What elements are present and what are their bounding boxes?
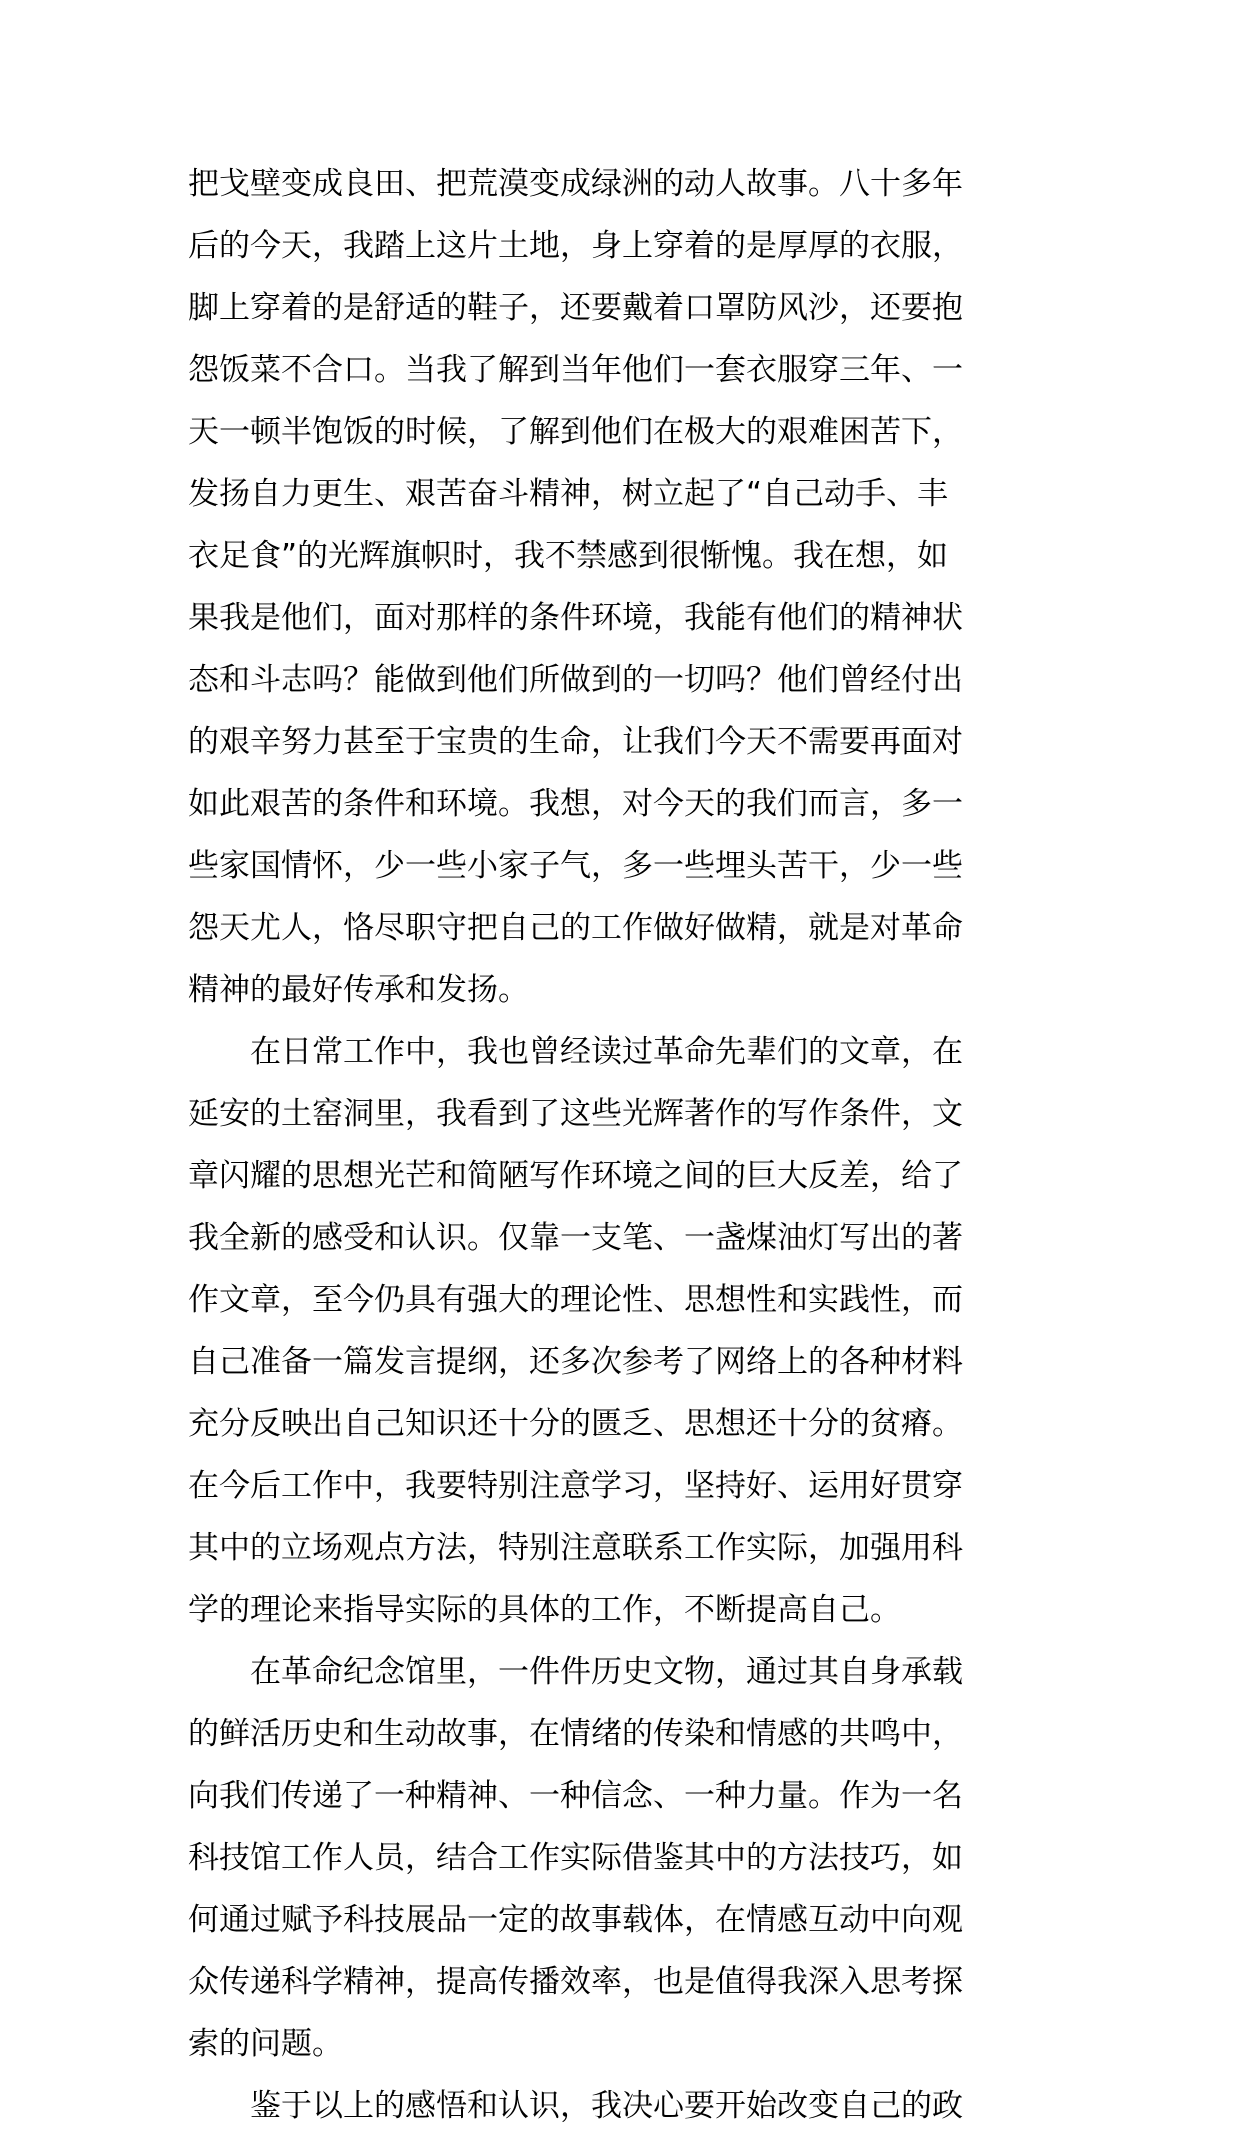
text-line: 的鲜活历史和生动故事，在情绪的传染和情感的共鸣中， [188,1716,963,1752]
text-line: 如此艰苦的条件和环境。我想，对今天的我们而言，多一 [188,786,963,822]
text-line: 天一顿半饱饭的时候，了解到他们在极大的艰难困苦下， [188,414,963,450]
text-line: 自己准备一篇发言提纲，还多次参考了网络上的各种材料 [188,1344,963,1380]
text-line: 发扬自力更生、艰苦奋斗精神，树立起了“自己动手、丰 [188,476,949,512]
text-line: 在革命纪念馆里，一件件历史文物，通过其自身承载 [250,1654,963,1690]
text-line: 把戈壁变成良田、把荒漠变成绿洲的动人故事。八十多年 [188,166,963,202]
text-line: 在今后工作中，我要特别注意学习，坚持好、运用好贯穿 [188,1468,963,1504]
text-line: 在日常工作中，我也曾经读过革命先辈们的文章，在 [250,1034,963,1070]
text-line: 怨天尤人，恪尽职守把自己的工作做好做精，就是对革命 [188,910,963,946]
text-line: 章闪耀的思想光芒和简陋写作环境之间的巨大反差，给了 [188,1158,963,1194]
paragraph-1 [188,153,1050,1021]
paragraph-2 [188,1021,1050,1641]
text-line: 延安的土窑洞里，我看到了这些光辉著作的写作条件，文 [188,1096,963,1132]
text-line: 向我们传递了一种精神、一种信念、一种力量。作为一名 [188,1778,963,1814]
text-line: 些家国情怀，少一些小家子气，多一些埋头苦干，少一些 [188,848,963,884]
text-line: 充分反映出自己知识还十分的匮乏、思想还十分的贫瘠。 [188,1406,963,1442]
paragraph-3 [188,1641,1050,2075]
text-line: 态和斗志吗？能做到他们所做到的一切吗？他们曾经付出 [188,662,963,698]
text-line: 众传递科学精神，提高传播效率，也是值得我深入思考探 [188,1964,963,2000]
text-line: 果我是他们，面对那样的条件环境，我能有他们的精神状 [188,600,963,636]
text-line: 精神的最好传承和发扬。 [188,972,529,1008]
text-line: 后的今天，我踏上这片土地，身上穿着的是厚厚的衣服， [188,228,963,264]
text-line: 何通过赋予科技展品一定的故事载体，在情感互动中向观 [188,1902,963,1938]
text-line: 鉴于以上的感悟和认识，我决心要开始改变自己的政 [250,2088,963,2124]
text-line: 我全新的感受和认识。仅靠一支笔、一盏煤油灯写出的著 [188,1220,963,1256]
text-line: 学的理论来指导实际的具体的工作，不断提高自己。 [188,1592,901,1628]
text-line: 脚上穿着的是舒适的鞋子，还要戴着口罩防风沙，还要抱 [188,290,963,326]
text-line: 的艰辛努力甚至于宝贵的生命，让我们今天不需要再面对 [188,724,963,760]
text-line: 衣足食”的光辉旗帜时，我不禁感到很惭愧。我在想，如 [188,538,949,574]
text-line: 科技馆工作人员，结合工作实际借鉴其中的方法技巧，如 [188,1840,963,1876]
text-line: 其中的立场观点方法，特别注意联系工作实际，加强用科 [188,1530,963,1566]
paragraph-4 [188,2075,1050,2137]
text-line: 怨饭菜不合口。当我了解到当年他们一套衣服穿三年、一 [188,352,963,388]
document-body [188,153,1050,2137]
text-line: 索的问题。 [188,2026,343,2062]
text-line: 作文章，至今仍具有强大的理论性、思想性和实践性，而 [188,1282,963,1318]
